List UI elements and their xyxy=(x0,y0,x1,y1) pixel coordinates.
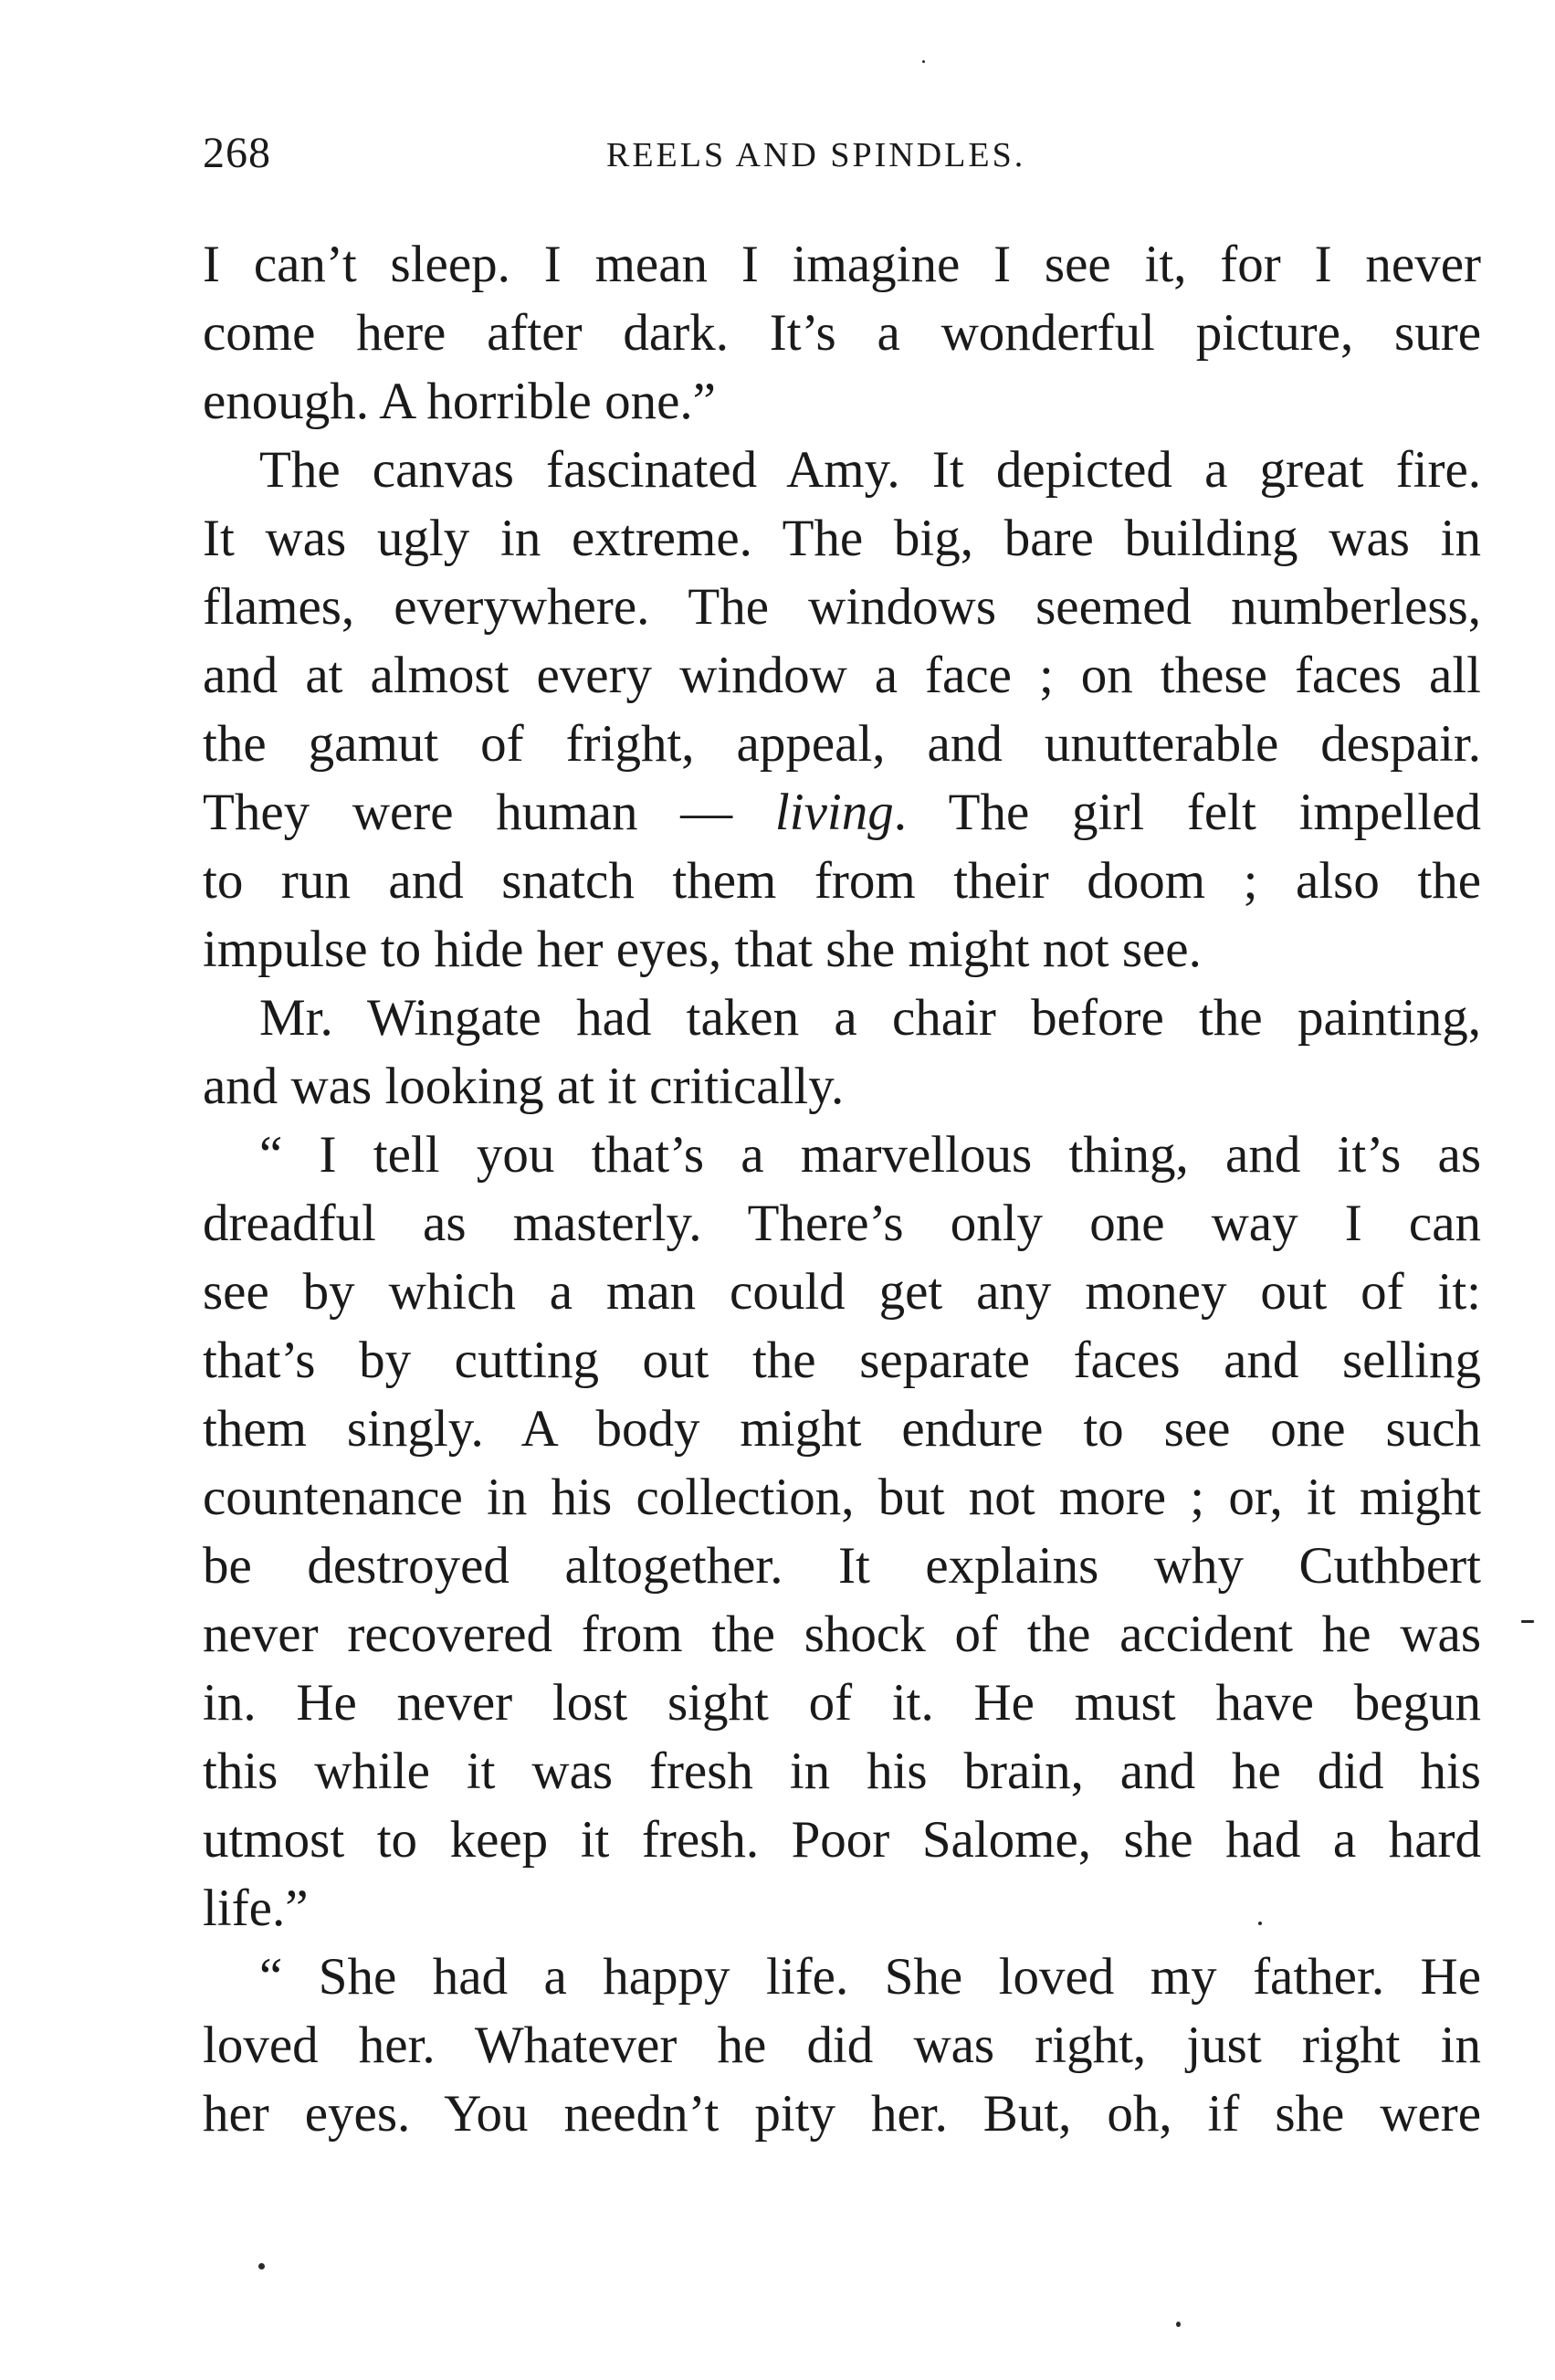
text-line: and was looking at it critically. xyxy=(203,1058,845,1115)
text-line: see by which a man could get any money out of it: xyxy=(203,1263,1481,1321)
text-line: be destroyed altogether. It explains why Cuthbert xyxy=(203,1537,1481,1595)
text-line: and at almost every window a face ; on these faces all xyxy=(203,647,1481,704)
ink-speck xyxy=(1521,1620,1534,1623)
italic-word: living xyxy=(774,784,894,841)
text-line: in. He never lost sight of it. He must have begun xyxy=(203,1674,1481,1732)
page-header xyxy=(203,128,1481,183)
text-line: countenance in his collection, but not more ; or, it might xyxy=(203,1469,1481,1526)
text-line: the gamut of fright, appeal, and unutterable despair. xyxy=(203,715,1481,773)
text-line: life.” xyxy=(203,1880,309,1937)
text-line: loved her. Whatever he did was right, just right in xyxy=(203,2017,1481,2074)
text-line: It was ugly in extreme. The big, bare building was in xyxy=(203,510,1481,567)
ink-speck xyxy=(1258,1922,1262,1925)
text-line: impulse to hide her eyes, that she might not see. xyxy=(203,921,1202,978)
page-number: 268 xyxy=(203,129,271,177)
body-text xyxy=(203,230,1481,2148)
ink-speck xyxy=(258,2263,265,2269)
text-line: enough. A horrible one.” xyxy=(203,373,716,430)
text-line: dreadful as masterly. There’s only one way I can xyxy=(203,1195,1481,1252)
text-line: flames, everywhere. The windows seemed numberless, xyxy=(203,578,1481,636)
text-line: to run and snatch them from their doom ; also the xyxy=(203,852,1481,910)
ink-speck xyxy=(1176,2322,1181,2327)
paragraph-first-line: “ She had a happy life. She loved my father. He xyxy=(259,1948,1481,2006)
text-line: never recovered from the shock of the accident he was xyxy=(203,1606,1481,1663)
text-line-italic-living: They were human — living. The girl felt impelled xyxy=(203,784,1482,841)
text-line: come here after dark. It’s a wonderful picture, sure xyxy=(203,304,1481,362)
paragraph-first-line: The canvas fascinated Amy. It depicted a great fire. xyxy=(259,441,1481,499)
paragraph-first-line: Mr. Wingate had taken a chair before the painting, xyxy=(259,989,1481,1047)
text-line: that’s by cutting out the separate faces and selling xyxy=(203,1332,1481,1389)
text-line: utmost to keep it fresh. Poor Salome, she had a hard xyxy=(203,1811,1481,1869)
text-line: her eyes. You needn’t pity her. But, oh, if she were xyxy=(203,2085,1481,2143)
text-line: them singly. A body might endure to see one such xyxy=(203,1400,1481,1458)
ink-speck xyxy=(922,60,925,63)
running-title: REELS AND SPINDLES. xyxy=(606,136,1026,174)
text-line: I can’t sleep. I mean I imagine I see it, for I never xyxy=(203,236,1481,293)
paragraph-first-line: “ I tell you that’s a marvellous thing, and it’s as xyxy=(259,1126,1481,1184)
text-line: this while it was fresh in his brain, and he did his xyxy=(203,1743,1481,1800)
